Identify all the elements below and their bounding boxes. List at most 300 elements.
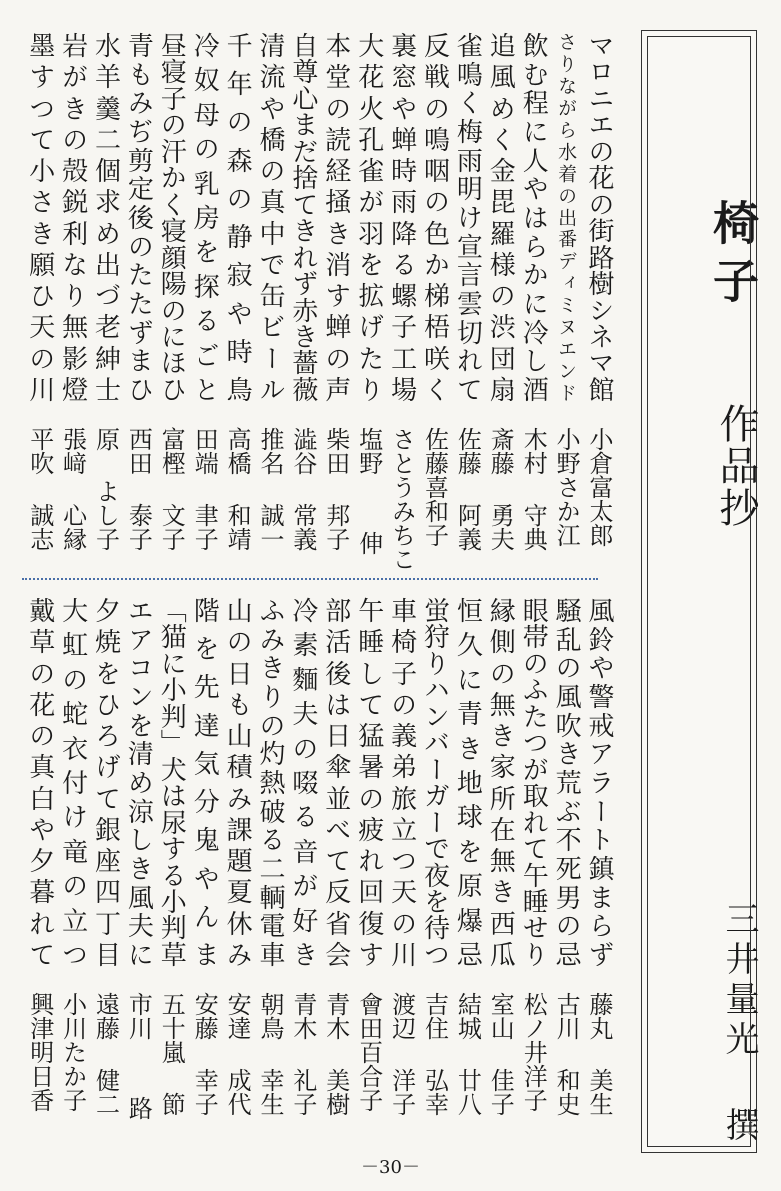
haiku-char: 清 (123, 740, 154, 767)
haiku-char: 梅 (452, 117, 483, 144)
haiku-text (19, 32, 61, 402)
haiku-char: 啜 (287, 768, 318, 795)
haiku-char: を (353, 250, 384, 277)
haiku-char: ン (555, 361, 578, 381)
author-name: 古川 和史 (552, 992, 581, 1116)
author-name: 原 よし子 (91, 427, 120, 551)
author-name: 安藤 幸子 (190, 992, 219, 1116)
haiku-char: 立 (386, 815, 417, 842)
haiku-char: 不 (551, 826, 582, 853)
haiku-char: 捨 (287, 164, 318, 191)
haiku-char: 寂 (222, 261, 253, 288)
haiku-char: ご (189, 341, 220, 368)
haiku-char: ず (584, 940, 614, 967)
haiku-char: 殻 (57, 157, 88, 184)
haiku-char: 輌 (255, 883, 285, 910)
haiku-char: く (452, 89, 483, 116)
author-name: 興津明日香 (25, 992, 54, 1112)
haiku-char: 経 (320, 157, 351, 184)
haiku-char: 蛇 (57, 700, 88, 727)
title-subtitle: 作品抄 (713, 403, 759, 529)
haiku-char: 明 (452, 175, 483, 202)
haiku-char: き (320, 219, 351, 246)
haiku-char: 先 (189, 673, 220, 700)
haiku-char: 丁 (90, 909, 121, 936)
haiku-char: 無 (485, 690, 516, 717)
haiku-char: ン (123, 682, 154, 709)
haiku-char: づ (90, 282, 121, 309)
haiku-char: ド (555, 383, 578, 402)
haiku-char: 風 (584, 597, 614, 623)
haiku-char: す (156, 835, 187, 862)
haiku-char: は (518, 203, 549, 230)
author-name: 青木 美樹 (321, 992, 350, 1116)
haiku-char: の (551, 654, 582, 681)
haiku-char: 咲 (419, 344, 450, 371)
haiku-char: が (555, 97, 578, 117)
haiku-char: 分 (189, 788, 220, 815)
author-name: 澁谷 常義 (288, 427, 317, 551)
haiku-char: 奴 (189, 66, 220, 93)
author-name: 會田百合子 (354, 992, 383, 1112)
haiku-char: き (24, 219, 55, 246)
haiku-char: 願 (24, 250, 55, 277)
haiku-char: 夫 (123, 912, 154, 939)
haiku-char: 気 (189, 749, 220, 776)
haiku-char: 出 (90, 250, 121, 277)
haiku-char: の (24, 659, 55, 686)
haiku-char: き (287, 217, 318, 244)
haiku-char: 」 (156, 729, 187, 756)
author-name: 安達 成代 (223, 992, 252, 1116)
haiku-char: 小 (156, 676, 187, 703)
author-name: 斎藤 勇夫 (486, 427, 515, 551)
haiku-char: 所 (485, 784, 516, 811)
author-name: 平吹 誠志 (25, 427, 54, 551)
haiku-char: ん (189, 902, 220, 929)
haiku-char: の (123, 232, 154, 259)
haiku-char: 草 (24, 628, 55, 655)
haiku-char: 戴 (24, 597, 55, 623)
haiku-char: 番 (555, 229, 578, 249)
haiku-char: マ (584, 32, 614, 58)
haiku-char: の (189, 135, 220, 162)
haiku-char: 竜 (57, 837, 88, 864)
haiku-char: シ (584, 296, 614, 323)
title-panel (641, 30, 760, 1153)
haiku-char: ハ (419, 676, 450, 703)
haiku-char: 涼 (123, 797, 154, 824)
haiku-char: 青 (452, 700, 483, 727)
haiku-char: の (551, 912, 582, 939)
haiku-char: ビ (255, 313, 285, 340)
haiku-char: 羹 (90, 94, 121, 121)
haiku-char: 地 (452, 768, 483, 795)
haiku-char: の (222, 108, 253, 135)
haiku-char: 場 (386, 375, 417, 402)
haiku-char: の (386, 690, 417, 717)
haiku-char: 水 (555, 141, 578, 161)
haiku-char: 日 (222, 659, 253, 686)
author-name: 富樫 文子 (157, 427, 186, 551)
haiku-char: 虹 (57, 631, 88, 658)
haiku-char: 花 (24, 690, 55, 717)
haiku-char: 羅 (485, 219, 516, 246)
haiku-char: 螺 (386, 282, 417, 309)
haiku-char: め (90, 219, 121, 246)
haiku-char: 真 (24, 753, 55, 780)
haiku-char: 原 (452, 872, 483, 899)
haiku-char: 白 (24, 784, 55, 811)
haiku-char: ア (123, 625, 154, 652)
haiku-char: 夕 (24, 847, 55, 874)
haiku-char: ー (255, 344, 285, 371)
haiku-char: の (353, 784, 384, 811)
haiku-char: 子 (386, 313, 417, 340)
haiku-char: の (555, 185, 578, 205)
haiku-char: 焼 (90, 628, 121, 655)
haiku-char: の (320, 94, 351, 121)
haiku-char: 紳 (90, 344, 121, 371)
haiku-char: ろ (90, 722, 121, 749)
haiku-char: 小 (24, 157, 55, 184)
haiku-char: 風 (551, 682, 582, 709)
haiku-char: き (485, 722, 516, 749)
haiku-char: 天 (24, 313, 55, 340)
haiku-char: の (255, 157, 285, 184)
haiku-char: 山 (222, 597, 253, 623)
haiku-char: れ (353, 847, 384, 874)
haiku-char: デ (555, 251, 578, 271)
haiku-char: に (518, 117, 549, 144)
author-name: 田端 聿子 (190, 427, 219, 551)
author-name: 佐藤 阿義 (453, 427, 482, 551)
haiku-char: 並 (320, 784, 351, 811)
haiku-char: 読 (320, 125, 351, 152)
haiku-char: き (57, 94, 88, 121)
haiku-char: の (255, 711, 285, 738)
haiku-char: た (518, 702, 549, 729)
haiku-char: が (57, 63, 88, 90)
haiku-char: 鋭 (57, 188, 88, 215)
author-name: 市川 路 (124, 992, 153, 1120)
haiku-char: つ (57, 940, 88, 967)
haiku-char: 中 (255, 219, 285, 246)
haiku-char: も (222, 690, 253, 717)
author-name: 佐藤喜和子 (420, 427, 449, 547)
haiku-entry (19, 32, 61, 572)
haiku-char: 草 (156, 940, 187, 967)
haiku-char: 尊 (287, 58, 318, 85)
haiku-char: れ (24, 909, 55, 936)
haiku-char: 後 (123, 203, 154, 230)
author-name: 松ノ井洋子 (519, 992, 548, 1112)
haiku-char: エ (555, 339, 578, 359)
haiku-char: ア (584, 740, 614, 767)
haiku-char: べ (320, 815, 351, 842)
haiku-char: 猫 (156, 623, 187, 650)
haiku-char: 自 (287, 32, 318, 58)
haiku-char: ら (584, 912, 614, 939)
haiku-char: 車 (255, 940, 285, 967)
haiku-char: 墨 (24, 32, 55, 58)
haiku-char: の (222, 628, 253, 655)
haiku-char: 球 (452, 803, 483, 830)
haiku-char: り (57, 282, 88, 309)
author-name: 朝鳥 幸生 (256, 992, 284, 1116)
haiku-char: 羊 (90, 63, 121, 90)
haiku-char: 椅 (386, 628, 417, 655)
haiku-char: り (255, 682, 285, 709)
haiku-char: 火 (353, 94, 384, 121)
haiku-char: 汗 (156, 137, 187, 164)
haiku-char: エ (584, 111, 614, 138)
haiku-char: け (57, 803, 88, 830)
haiku-char: げ (353, 313, 384, 340)
haiku-char: や (518, 175, 549, 202)
haiku-char: み (123, 89, 154, 116)
haiku-char: を (189, 635, 220, 662)
author-name: 結城 廿八 (453, 992, 482, 1116)
haiku-char: 孔 (353, 125, 384, 152)
haiku-char: 声 (320, 375, 351, 402)
haiku-char: バ (419, 729, 450, 756)
haiku-char: 雀 (353, 157, 384, 184)
haiku-char: の (584, 137, 614, 164)
page-number: －30－ (361, 1157, 420, 1178)
haiku-char: 反 (419, 32, 450, 58)
haiku-char: 雲 (452, 289, 483, 316)
haiku-char: 西 (485, 909, 516, 936)
haiku-char: 鳴 (419, 125, 450, 152)
haiku-char: 子 (386, 659, 417, 686)
haiku-char: て (320, 847, 351, 874)
haiku-char: 川 (24, 375, 55, 402)
haiku-char: に (518, 289, 549, 316)
haiku-char: 飲 (518, 32, 549, 58)
haiku-char: 寝 (156, 58, 187, 85)
haiku-char: の (156, 111, 187, 138)
haiku-char: 灼 (255, 740, 285, 767)
haiku-char: 真 (255, 188, 285, 215)
haiku-char: 蝉 (386, 125, 417, 152)
haiku-char: 山 (222, 722, 253, 749)
haiku-char: 無 (57, 313, 88, 340)
haiku-char: 時 (386, 157, 417, 184)
haiku-char: し (353, 659, 384, 686)
haiku-char: 裏 (386, 32, 417, 58)
haiku-char: て (287, 190, 318, 217)
haiku-char: 母 (189, 100, 220, 127)
haiku-char: 乱 (551, 625, 582, 652)
haiku-char: 狩 (419, 623, 450, 650)
haiku-char: く (419, 375, 450, 402)
haiku-char: 花 (353, 63, 384, 90)
haiku-char: の (485, 282, 516, 309)
haiku-char: を (90, 659, 121, 686)
haiku-char: 待 (419, 914, 450, 941)
haiku-char: 金 (485, 157, 516, 184)
haiku-char: 士 (90, 375, 121, 402)
title-main: 椅子 (706, 199, 760, 315)
haiku-char: さ (555, 32, 578, 51)
haiku-char: 剪 (123, 146, 154, 173)
haiku-char: 千 (222, 32, 253, 58)
haiku-char: 休 (222, 909, 253, 936)
haiku-char: き (123, 854, 154, 881)
haiku-char: 「 (156, 597, 187, 623)
author-name: 柴田 邦子 (321, 427, 350, 551)
haiku-char: く (485, 125, 516, 152)
haiku-char: 積 (222, 753, 253, 780)
haiku-char: 風 (485, 63, 516, 90)
haiku-char: に (452, 665, 483, 692)
haiku-char: の (485, 659, 516, 686)
haiku-char: き (485, 878, 516, 905)
haiku-char: は (156, 782, 187, 809)
haiku-char: 達 (189, 711, 220, 738)
haiku-char: さ (24, 188, 55, 215)
haiku-char: り (555, 53, 578, 73)
haiku-char: ま (584, 883, 614, 910)
haiku-char: 鎮 (584, 854, 614, 881)
haiku-char: て (452, 375, 483, 402)
haiku-char: 判 (156, 702, 187, 729)
haiku-char: ヌ (555, 317, 578, 337)
haiku-char: 縁 (485, 597, 516, 623)
haiku-char: れ (518, 808, 549, 835)
haiku-char: 義 (386, 722, 417, 749)
haiku-char: 団 (485, 344, 516, 371)
author-name: 張﨑 心縁 (58, 427, 87, 551)
haiku-char: て (24, 125, 55, 152)
haiku-char: の (57, 125, 88, 152)
haiku-char: 省 (320, 909, 351, 936)
haiku-char: 側 (485, 628, 516, 655)
haiku-char: 薇 (287, 375, 318, 402)
haiku-char: 森 (222, 146, 253, 173)
haiku-char: る (255, 826, 285, 853)
haiku-entry (19, 597, 61, 1142)
haiku-char: で (419, 835, 450, 862)
haiku-char: 課 (222, 815, 253, 842)
haiku-char: 題 (222, 847, 253, 874)
author-name: 塩野 伸 (354, 427, 383, 555)
haiku-char: 騒 (551, 597, 582, 623)
haiku-char: 薔 (287, 349, 318, 376)
haiku-char: し (123, 826, 154, 853)
haiku-char: 夏 (222, 878, 253, 905)
haiku-char: 熱 (255, 768, 285, 795)
haiku-char: 無 (485, 847, 516, 874)
haiku-char: に (123, 940, 154, 967)
haiku-char: 活 (320, 628, 351, 655)
haiku-char: か (419, 250, 450, 277)
author-name: 推名 誠一 (256, 427, 284, 551)
haiku-char: 鬼 (189, 826, 220, 853)
haiku-char: 在 (485, 815, 516, 842)
haiku-char: を (419, 887, 450, 914)
haiku-char: の (24, 344, 55, 371)
haiku-char: な (57, 250, 88, 277)
haiku-char: 戦 (419, 63, 450, 90)
haiku-char: 梧 (419, 313, 450, 340)
haiku-char: 天 (386, 878, 417, 905)
haiku-char: 立 (57, 906, 88, 933)
haiku-char: か (156, 164, 187, 191)
haiku-char: げ (90, 753, 121, 780)
haiku-char: 日 (320, 722, 351, 749)
haiku-char: 付 (57, 768, 88, 795)
haiku-char: 求 (90, 188, 121, 215)
haiku-char: 爆 (452, 906, 483, 933)
haiku-char: 音 (287, 837, 318, 864)
haiku-char: つ (386, 847, 417, 874)
haiku-char: ら (518, 232, 549, 259)
haiku-char: 毘 (485, 188, 516, 215)
haiku-char: 路 (584, 243, 614, 270)
haiku-char: ひ (24, 282, 55, 309)
author-name: 木村 守典 (519, 427, 548, 551)
haiku-char: 子 (156, 84, 187, 111)
author-name: 西田 泰子 (124, 427, 153, 551)
haiku-char: 雨 (386, 188, 417, 215)
haiku-char: す (24, 63, 55, 90)
haiku-char: れ (452, 347, 483, 374)
haiku-char: や (584, 654, 614, 681)
haiku-char: 青 (123, 32, 154, 58)
haiku-char: ラ (584, 768, 614, 795)
haiku-char: 暮 (24, 878, 55, 905)
haiku-char: 蛍 (419, 597, 450, 623)
haiku-char: 猛 (353, 722, 384, 749)
haiku-char: き (287, 940, 318, 967)
haiku-char: て (24, 940, 55, 967)
haiku-char: 羽 (353, 219, 384, 246)
haiku-char: 復 (353, 909, 384, 936)
haiku-char: 堂 (320, 63, 351, 90)
haiku-char: の (287, 734, 318, 761)
haiku-char: ィ (555, 273, 578, 293)
haiku-char: 昼 (156, 32, 187, 58)
haiku-char: 工 (386, 344, 417, 371)
haiku-char: 館 (584, 375, 614, 402)
haiku-char: ら (555, 119, 578, 139)
haiku-char: な (555, 75, 578, 95)
haiku-char: ま (123, 347, 154, 374)
haiku-char: 鳴 (452, 60, 483, 87)
haiku-char: 顔 (156, 243, 187, 270)
author-name: 高橋 和靖 (223, 427, 252, 551)
haiku-char: ニ (584, 84, 614, 111)
haiku-char: き (287, 322, 318, 349)
haiku-char: 帯 (518, 623, 549, 650)
haiku-char: 風 (123, 883, 154, 910)
haiku-char: 吹 (551, 711, 582, 738)
haiku-char: つ (419, 940, 450, 967)
haiku-char: 取 (518, 782, 549, 809)
haiku-char: 四 (90, 878, 121, 905)
haiku-char: ー (584, 797, 614, 824)
haiku-char: 缶 (255, 282, 285, 309)
haiku-char: や (222, 299, 253, 326)
haiku-char: 鈴 (584, 625, 614, 652)
haiku-char: 疲 (353, 815, 384, 842)
haiku-char: を (189, 238, 220, 265)
bottom-section (20, 597, 620, 1142)
haiku-char: ひ (156, 375, 187, 402)
haiku-char: 渋 (485, 313, 516, 340)
